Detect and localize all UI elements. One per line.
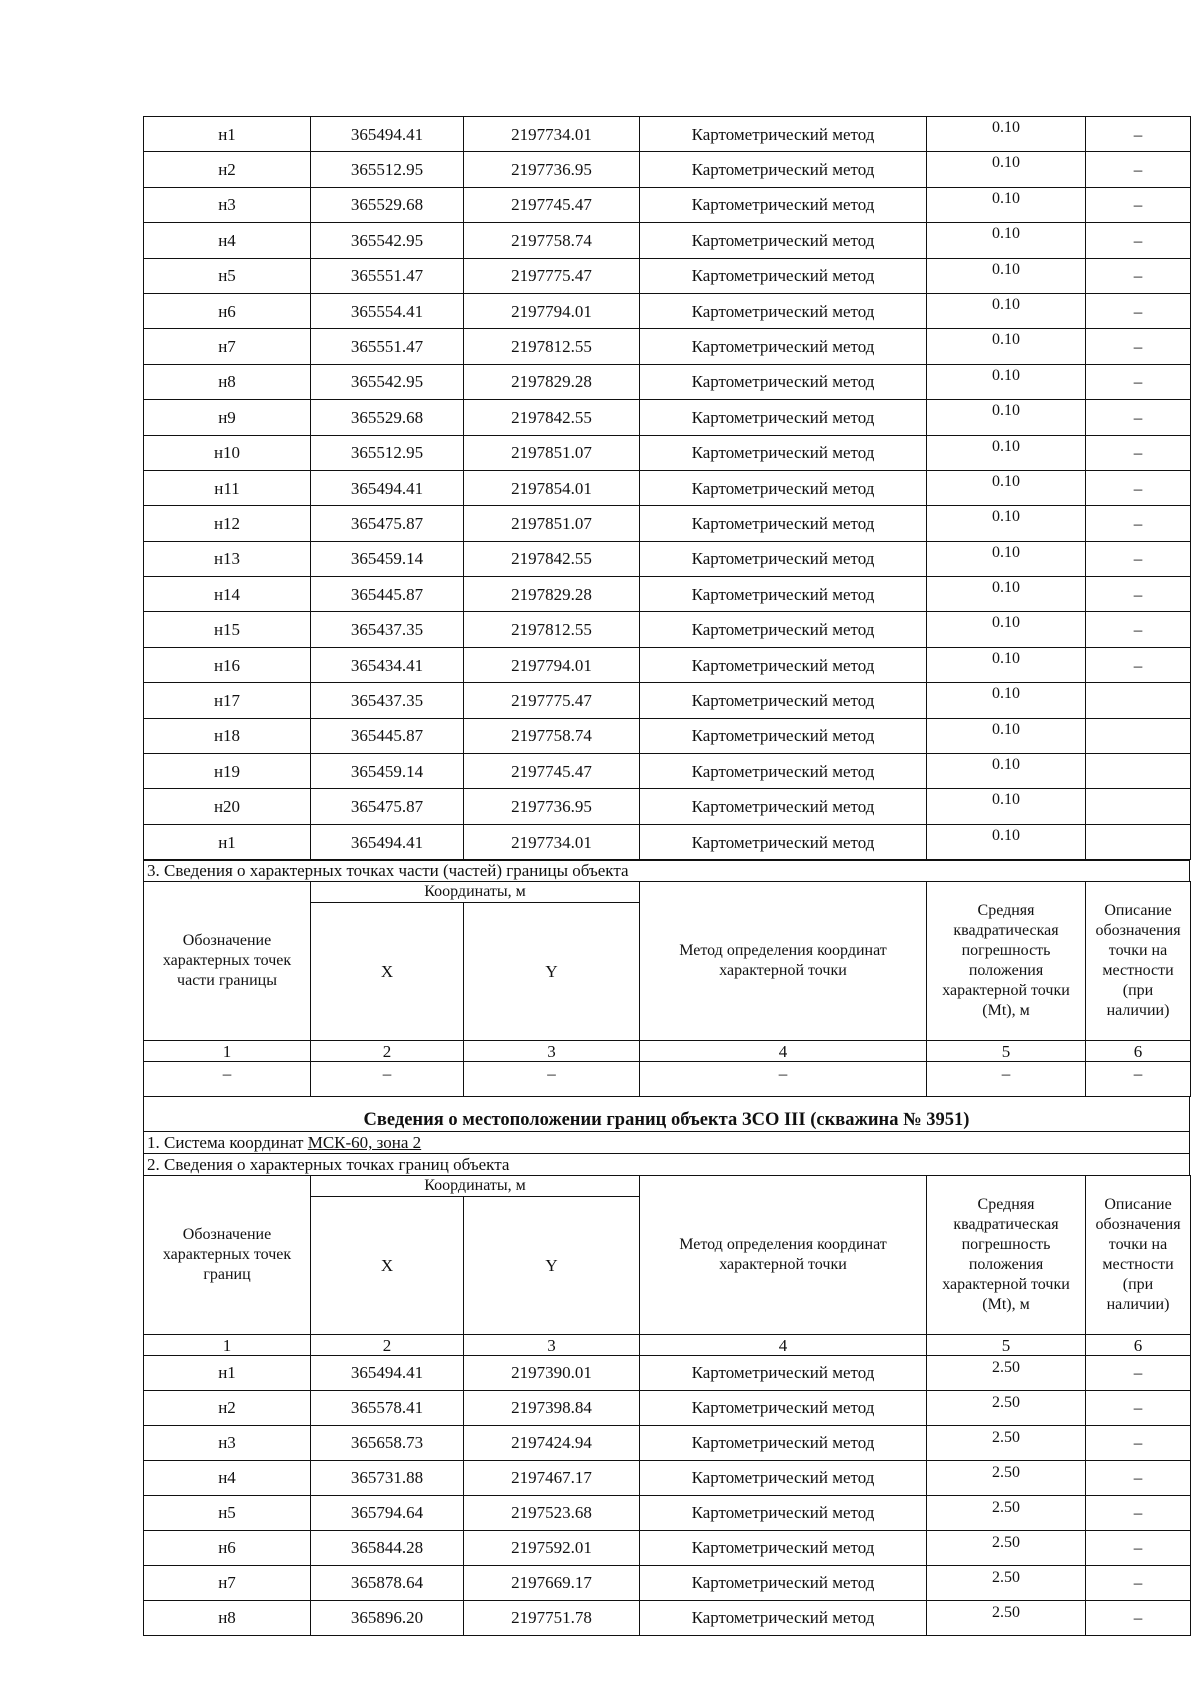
y-cell: 2197745.47 xyxy=(464,754,640,789)
accuracy-cell: 2.50 xyxy=(927,1426,1086,1461)
accuracy-cell: 0.10 xyxy=(927,117,1086,152)
x-cell: 365459.14 xyxy=(311,754,464,789)
header-coordinates: Координаты, м xyxy=(311,1176,640,1197)
point-cell: н5 xyxy=(144,1496,311,1531)
method-cell: Картометрический метод xyxy=(640,435,927,470)
y-cell: 2197424.94 xyxy=(464,1426,640,1461)
y-cell: 2197523.68 xyxy=(464,1496,640,1531)
y-cell: 2197758.74 xyxy=(464,718,640,753)
table-row xyxy=(144,400,1191,435)
method-cell: Картометрический метод xyxy=(640,612,927,647)
point-cell: н9 xyxy=(144,400,311,435)
y-cell: 2197854.01 xyxy=(464,470,640,505)
accuracy-cell: 0.10 xyxy=(927,683,1086,718)
point-cell: н2 xyxy=(144,152,311,187)
accuracy-cell: 0.10 xyxy=(927,824,1086,859)
description-cell: – xyxy=(1086,1391,1191,1426)
description-cell: – xyxy=(1086,1566,1191,1601)
description-cell: – xyxy=(1086,1461,1191,1496)
method-cell: Картометрический метод xyxy=(640,683,927,718)
x-cell: 365542.95 xyxy=(311,223,464,258)
description-cell xyxy=(1086,718,1191,753)
x-cell: 365731.88 xyxy=(311,1461,464,1496)
x-cell: 365551.47 xyxy=(311,258,464,293)
point-cell: н11 xyxy=(144,470,311,505)
accuracy-cell: 2.50 xyxy=(927,1531,1086,1566)
document-page xyxy=(143,116,1190,1636)
y-cell: 2197794.01 xyxy=(464,647,640,682)
table-header-row xyxy=(144,1176,1191,1197)
x-cell: 365896.20 xyxy=(311,1601,464,1636)
accuracy-cell: 0.10 xyxy=(927,400,1086,435)
description-cell xyxy=(1086,683,1191,718)
description-cell: – xyxy=(1086,506,1191,541)
x-cell: 365494.41 xyxy=(311,824,464,859)
table-row xyxy=(144,258,1191,293)
point-cell: н3 xyxy=(144,187,311,222)
accuracy-cell: 2.50 xyxy=(927,1496,1086,1531)
column-numbers-row xyxy=(144,1335,1191,1356)
table-row xyxy=(144,293,1191,328)
header-accuracy: Средняя квадратическая погрешность положения характерной точки (Mt), м xyxy=(927,882,1086,1041)
description-cell: – xyxy=(1086,1426,1191,1461)
y-cell: 2197829.28 xyxy=(464,577,640,612)
table-row xyxy=(144,612,1191,647)
accuracy-cell: 0.10 xyxy=(927,647,1086,682)
method-cell: Картометрический метод xyxy=(640,1601,927,1636)
column-number: 2 xyxy=(311,1335,464,1356)
accuracy-cell: 2.50 xyxy=(927,1601,1086,1636)
y-cell: 2197398.84 xyxy=(464,1391,640,1426)
accuracy-cell: 0.10 xyxy=(927,718,1086,753)
description-cell: – xyxy=(1086,647,1191,682)
method-cell: Картометрический метод xyxy=(640,1566,927,1601)
column-number: 6 xyxy=(1086,1335,1191,1356)
accuracy-cell: 0.10 xyxy=(927,187,1086,222)
header-y: Y xyxy=(464,1197,640,1335)
column-number: 1 xyxy=(144,1335,311,1356)
accuracy-cell: 0.10 xyxy=(927,329,1086,364)
table-row xyxy=(144,329,1191,364)
point-cell: н6 xyxy=(144,1531,311,1566)
header-x: X xyxy=(311,1197,464,1335)
y-cell: 2197842.55 xyxy=(464,541,640,576)
y-cell: 2197745.47 xyxy=(464,187,640,222)
method-cell: Картометрический метод xyxy=(640,824,927,859)
x-cell: 365445.87 xyxy=(311,577,464,612)
y-cell: 2197812.55 xyxy=(464,612,640,647)
accuracy-cell: 0.10 xyxy=(927,612,1086,647)
x-cell: 365554.41 xyxy=(311,293,464,328)
table-row xyxy=(144,470,1191,505)
table-row xyxy=(144,754,1191,789)
header-description: Описание обозначения точки на местности (при наличии) xyxy=(1086,1176,1191,1335)
x-cell: 365542.95 xyxy=(311,364,464,399)
y-cell: 2197592.01 xyxy=(464,1531,640,1566)
accuracy-cell: 2.50 xyxy=(927,1391,1086,1426)
table-row xyxy=(144,152,1191,187)
description-cell: – xyxy=(1086,1496,1191,1531)
y-cell: 2197794.01 xyxy=(464,293,640,328)
point-cell: н8 xyxy=(144,364,311,399)
method-cell: Картометрический метод xyxy=(640,187,927,222)
zso-points-table-body xyxy=(144,1176,1191,1636)
point-cell: н2 xyxy=(144,1391,311,1426)
method-cell: Картометрический метод xyxy=(640,754,927,789)
coordinate-system-prefix: 1. Система координат xyxy=(147,1133,308,1153)
table-cell: – xyxy=(1086,1062,1191,1097)
table-cell: – xyxy=(640,1062,927,1097)
description-cell: – xyxy=(1086,470,1191,505)
point-cell: н20 xyxy=(144,789,311,824)
method-cell: Картометрический метод xyxy=(640,541,927,576)
header-method: Метод определения координат характерной точки xyxy=(640,882,927,1041)
empty-data-row xyxy=(144,1062,1191,1097)
method-cell: Картометрический метод xyxy=(640,152,927,187)
table-row xyxy=(144,223,1191,258)
table-row xyxy=(144,1461,1191,1496)
description-cell: – xyxy=(1086,293,1191,328)
point-cell: н1 xyxy=(144,1356,311,1391)
column-number: 4 xyxy=(640,1041,927,1062)
x-cell: 365529.68 xyxy=(311,400,464,435)
header-point-designation: Обозначение характерных точек части границы xyxy=(144,882,311,1041)
x-cell: 365434.41 xyxy=(311,647,464,682)
x-cell: 365459.14 xyxy=(311,541,464,576)
description-cell: – xyxy=(1086,400,1191,435)
method-cell: Картометрический метод xyxy=(640,258,927,293)
description-cell: – xyxy=(1086,577,1191,612)
column-number: 2 xyxy=(311,1041,464,1062)
header-method: Метод определения координат характерной точки xyxy=(640,1176,927,1335)
column-number: 5 xyxy=(927,1335,1086,1356)
y-cell: 2197851.07 xyxy=(464,435,640,470)
table-cell: – xyxy=(464,1062,640,1097)
point-cell: н4 xyxy=(144,1461,311,1496)
accuracy-cell: 0.10 xyxy=(927,789,1086,824)
point-cell: н10 xyxy=(144,435,311,470)
header-accuracy: Средняя квадратическая погрешность положения характерной точки (Mt), м xyxy=(927,1176,1086,1335)
accuracy-cell: 0.10 xyxy=(927,541,1086,576)
method-cell: Картометрический метод xyxy=(640,1461,927,1496)
y-cell: 2197669.17 xyxy=(464,1566,640,1601)
table-row xyxy=(144,1531,1191,1566)
point-cell: н14 xyxy=(144,577,311,612)
description-cell: – xyxy=(1086,187,1191,222)
column-numbers-row xyxy=(144,1041,1191,1062)
y-cell: 2197842.55 xyxy=(464,400,640,435)
header-coordinates: Координаты, м xyxy=(311,882,640,903)
description-cell xyxy=(1086,789,1191,824)
zso-points-table xyxy=(143,1175,1191,1636)
method-cell: Картометрический метод xyxy=(640,718,927,753)
method-cell: Картометрический метод xyxy=(640,506,927,541)
description-cell: – xyxy=(1086,1356,1191,1391)
point-cell: н3 xyxy=(144,1426,311,1461)
point-cell: н7 xyxy=(144,1566,311,1601)
description-cell: – xyxy=(1086,1601,1191,1636)
table-row xyxy=(144,364,1191,399)
x-cell: 365494.41 xyxy=(311,117,464,152)
x-cell: 365512.95 xyxy=(311,152,464,187)
y-cell: 2197775.47 xyxy=(464,683,640,718)
point-cell: н5 xyxy=(144,258,311,293)
y-cell: 2197829.28 xyxy=(464,364,640,399)
x-cell: 365445.87 xyxy=(311,718,464,753)
description-cell xyxy=(1086,824,1191,859)
accuracy-cell: 2.50 xyxy=(927,1461,1086,1496)
description-cell: – xyxy=(1086,258,1191,293)
table-row xyxy=(144,1601,1191,1636)
accuracy-cell: 0.10 xyxy=(927,754,1086,789)
accuracy-cell: 0.10 xyxy=(927,293,1086,328)
table-row xyxy=(144,789,1191,824)
x-cell: 365529.68 xyxy=(311,187,464,222)
table-row xyxy=(144,824,1191,859)
point-cell: н1 xyxy=(144,117,311,152)
boundary-points-table-body xyxy=(144,117,1191,860)
x-cell: 365794.64 xyxy=(311,1496,464,1531)
description-cell: – xyxy=(1086,223,1191,258)
table-row xyxy=(144,187,1191,222)
x-cell: 365878.64 xyxy=(311,1566,464,1601)
table-row xyxy=(144,506,1191,541)
y-cell: 2197734.01 xyxy=(464,117,640,152)
description-cell xyxy=(1086,754,1191,789)
table-row xyxy=(144,1356,1191,1391)
x-cell: 365437.35 xyxy=(311,612,464,647)
y-cell: 2197736.95 xyxy=(464,152,640,187)
method-cell: Картометрический метод xyxy=(640,1391,927,1426)
y-cell: 2197851.07 xyxy=(464,506,640,541)
method-cell: Картометрический метод xyxy=(640,329,927,364)
accuracy-cell: 0.10 xyxy=(927,223,1086,258)
point-cell: н12 xyxy=(144,506,311,541)
header-x: X xyxy=(311,903,464,1041)
point-cell: н1 xyxy=(144,824,311,859)
method-cell: Картометрический метод xyxy=(640,577,927,612)
coordinate-system-value: МСК-60, зона 2 xyxy=(307,1133,422,1153)
table-cell: – xyxy=(144,1062,311,1097)
method-cell: Картометрический метод xyxy=(640,789,927,824)
point-cell: н6 xyxy=(144,293,311,328)
column-number: 6 xyxy=(1086,1041,1191,1062)
description-cell: – xyxy=(1086,364,1191,399)
y-cell: 2197390.01 xyxy=(464,1356,640,1391)
method-cell: Картометрический метод xyxy=(640,1426,927,1461)
table-row xyxy=(144,541,1191,576)
point-cell: н13 xyxy=(144,541,311,576)
method-cell: Картометрический метод xyxy=(640,1356,927,1391)
header-point-designation: Обозначение характерных точек границ xyxy=(144,1176,311,1335)
method-cell: Картометрический метод xyxy=(640,647,927,682)
point-cell: н7 xyxy=(144,329,311,364)
method-cell: Картометрический метод xyxy=(640,1496,927,1531)
accuracy-cell: 0.10 xyxy=(927,435,1086,470)
x-cell: 365437.35 xyxy=(311,683,464,718)
table-row xyxy=(144,1496,1191,1531)
y-cell: 2197736.95 xyxy=(464,789,640,824)
point-cell: н15 xyxy=(144,612,311,647)
table-row xyxy=(144,647,1191,682)
description-cell: – xyxy=(1086,435,1191,470)
table-row xyxy=(144,117,1191,152)
coordinate-system-line xyxy=(143,1132,1190,1154)
part-boundary-points-table xyxy=(143,881,1191,1097)
y-cell: 2197734.01 xyxy=(464,824,640,859)
header-description: Описание обозначения точки на местности (при наличии) xyxy=(1086,882,1191,1041)
section-3-label: 3. Сведения о характерных точках части (частей) границы объекта xyxy=(143,860,1190,881)
accuracy-cell: 0.10 xyxy=(927,364,1086,399)
accuracy-cell: 0.10 xyxy=(927,470,1086,505)
x-cell: 365494.41 xyxy=(311,470,464,505)
x-cell: 365658.73 xyxy=(311,1426,464,1461)
point-cell: н17 xyxy=(144,683,311,718)
y-cell: 2197812.55 xyxy=(464,329,640,364)
accuracy-cell: 2.50 xyxy=(927,1356,1086,1391)
x-cell: 365844.28 xyxy=(311,1531,464,1566)
description-cell: – xyxy=(1086,152,1191,187)
table-row xyxy=(144,1391,1191,1426)
accuracy-cell: 2.50 xyxy=(927,1566,1086,1601)
description-cell: – xyxy=(1086,612,1191,647)
description-cell: – xyxy=(1086,117,1191,152)
y-cell: 2197758.74 xyxy=(464,223,640,258)
method-cell: Картометрический метод xyxy=(640,470,927,505)
table-cell: – xyxy=(927,1062,1086,1097)
accuracy-cell: 0.10 xyxy=(927,506,1086,541)
column-number: 5 xyxy=(927,1041,1086,1062)
table-row xyxy=(144,718,1191,753)
table-row xyxy=(144,1566,1191,1601)
accuracy-cell: 0.10 xyxy=(927,258,1086,293)
column-number: 4 xyxy=(640,1335,927,1356)
point-cell: н8 xyxy=(144,1601,311,1636)
x-cell: 365512.95 xyxy=(311,435,464,470)
description-cell: – xyxy=(1086,541,1191,576)
x-cell: 365578.41 xyxy=(311,1391,464,1426)
y-cell: 2197467.17 xyxy=(464,1461,640,1496)
zso-section-title: Сведения о местоположении границ объекта ЗСО III (скважина № 3951) xyxy=(143,1097,1190,1132)
points-section-label: 2. Сведения о характерных точках границ объекта xyxy=(143,1154,1190,1175)
x-cell: 365475.87 xyxy=(311,506,464,541)
method-cell: Картометрический метод xyxy=(640,293,927,328)
method-cell: Картометрический метод xyxy=(640,223,927,258)
method-cell: Картометрический метод xyxy=(640,400,927,435)
table-row xyxy=(144,577,1191,612)
point-cell: н4 xyxy=(144,223,311,258)
point-cell: н18 xyxy=(144,718,311,753)
column-number: 3 xyxy=(464,1335,640,1356)
point-cell: н16 xyxy=(144,647,311,682)
table-row xyxy=(144,435,1191,470)
table-row xyxy=(144,1426,1191,1461)
accuracy-cell: 0.10 xyxy=(927,577,1086,612)
method-cell: Картометрический метод xyxy=(640,117,927,152)
column-number: 1 xyxy=(144,1041,311,1062)
boundary-points-table xyxy=(143,116,1191,860)
point-cell: н19 xyxy=(144,754,311,789)
method-cell: Картометрический метод xyxy=(640,1531,927,1566)
y-cell: 2197775.47 xyxy=(464,258,640,293)
y-cell: 2197751.78 xyxy=(464,1601,640,1636)
table-row xyxy=(144,683,1191,718)
description-cell: – xyxy=(1086,329,1191,364)
x-cell: 365494.41 xyxy=(311,1356,464,1391)
table-cell: – xyxy=(311,1062,464,1097)
method-cell: Картометрический метод xyxy=(640,364,927,399)
column-number: 3 xyxy=(464,1041,640,1062)
header-y: Y xyxy=(464,903,640,1041)
table-header-row xyxy=(144,882,1191,903)
x-cell: 365551.47 xyxy=(311,329,464,364)
accuracy-cell: 0.10 xyxy=(927,152,1086,187)
x-cell: 365475.87 xyxy=(311,789,464,824)
description-cell: – xyxy=(1086,1531,1191,1566)
